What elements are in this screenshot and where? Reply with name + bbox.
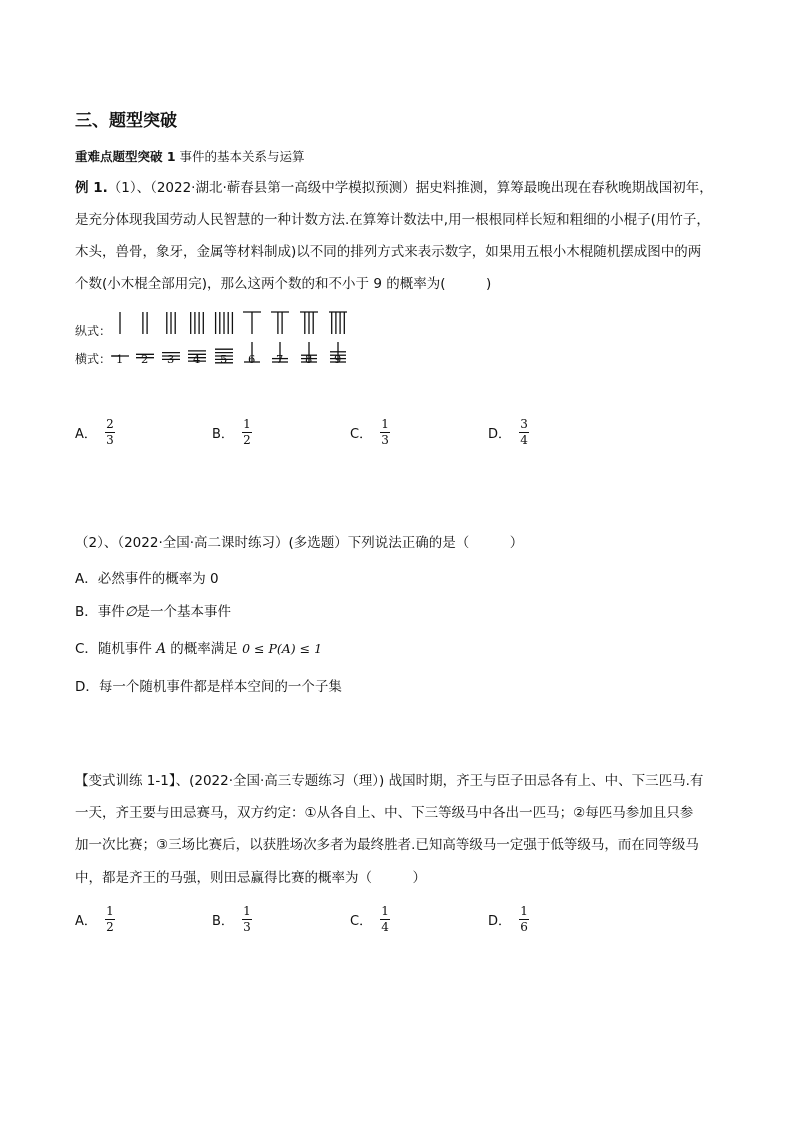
option-letter: C． [350, 427, 373, 442]
vertical-rods [120, 312, 347, 334]
fraction [519, 418, 529, 447]
fraction [105, 418, 115, 447]
section-title: 三、题型突破 [75, 111, 177, 131]
variant-line1: 【变式训练 1-1】、(2022·全国·高三专题练习（理）) 战国时期，齐王与臣子田忌各有上、中、下三匹马.有 [75, 773, 704, 789]
fraction-denominator: 3 [243, 920, 251, 934]
option-letter: D． [488, 427, 512, 442]
part2-option-d: D．每一个随机事件都是样本空间的一个子集 [75, 679, 342, 695]
fraction-numerator: 1 [106, 904, 114, 918]
part2-stem: （2）、（2022·全国·高二课时练习）(多选题）下列说法正确的是（ ） [75, 535, 524, 551]
fraction [519, 905, 529, 934]
fraction-denominator: 2 [243, 433, 251, 447]
fraction-numerator: 1 [243, 417, 251, 431]
fraction-denominator: 4 [520, 433, 528, 447]
example1-line1: 例 1.（1）、（2022·湖北·蕲春县第一高级中学模拟预测）据史料推测，算筹最晚出现在春秋晚期战国初年， [75, 180, 713, 196]
fraction-denominator: 6 [520, 920, 528, 934]
fraction [380, 905, 390, 934]
fraction-denominator: 2 [106, 920, 114, 934]
option-c [350, 418, 390, 447]
variant-line3: 加一次比赛；③三场比赛后，以获胜场次多者为最终胜者.已知高等级马一定强于低等级马，而在同等级马 [75, 837, 699, 853]
option-letter: C． [350, 914, 373, 929]
option-letter: A． [75, 914, 97, 929]
subsection-label: 重难点题型突破 1 [75, 149, 176, 164]
rod-digit-label: 5 [220, 352, 228, 366]
horizontal-form-label: 横式： [75, 352, 112, 366]
rod-digit-label: 8 [305, 352, 313, 366]
subsection-title: 事件的基本关系与运算 [179, 149, 305, 164]
vertical-form-label: 纵式： [75, 324, 112, 338]
option-d [488, 905, 529, 934]
part2-option-c: C．随机事件 A 的概率满足 0 ≤ P(A) ≤ 1 [75, 641, 323, 657]
empty-set-symbol: ∅ [124, 604, 137, 620]
example1-label: 例 1. [75, 180, 108, 196]
probability-inequality: 0 ≤ P(A) ≤ 1 [242, 641, 323, 656]
part2-option-a: A．必然事件的概率为 0 [75, 571, 219, 587]
variant-line2: 一天，齐王要与田忌赛马，双方约定：①从各自上、中、下三等级马中各出一匹马；②每匹马参加且只参 [75, 805, 694, 821]
example1-line3: 木头，兽骨，象牙，金属等材料制成)以不同的排列方式来表示数字，如果用五根小木棍随机摆成图中的两 [75, 244, 702, 260]
option-c [350, 905, 390, 934]
fraction-numerator: 2 [106, 417, 114, 431]
option-b [212, 418, 252, 447]
fraction-numerator: 1 [381, 904, 389, 918]
option-b [212, 905, 252, 934]
fraction-denominator: 3 [106, 433, 114, 447]
option-letter: B． [212, 914, 234, 929]
fraction [105, 905, 115, 934]
example1-line2: 是充分体现我国劳动人民智慧的一种计数方法.在算筹计数法中,用一根根同样长短和粗细的小棍子(用竹子， [75, 212, 710, 228]
option-d [488, 418, 529, 447]
fraction-numerator: 3 [520, 417, 528, 431]
rod-digit-label: 7 [276, 352, 284, 366]
fraction-numerator: 1 [243, 904, 251, 918]
rod-digit-label: 6 [248, 352, 256, 366]
rod-digit-label: 2 [141, 352, 149, 366]
option-a [75, 418, 115, 447]
rod-digit-label: 9 [334, 352, 342, 366]
fraction-numerator: 1 [520, 904, 528, 918]
fraction [242, 905, 252, 934]
fraction [242, 418, 252, 447]
option-a [75, 905, 115, 934]
option-letter: D． [488, 914, 512, 929]
subsection-heading [75, 147, 305, 165]
example1-line4: 个数(小木棍全部用完)，那么这两个数的和不小于 9 的概率为( ) [75, 276, 492, 292]
fraction [380, 418, 390, 447]
option-letter: B． [212, 427, 234, 442]
rod-digit-label: 4 [193, 352, 201, 366]
rod-digit-label: 3 [167, 352, 175, 366]
part2-option-b: B．事件∅是一个基本事件 [75, 604, 232, 620]
fraction-numerator: 1 [381, 417, 389, 431]
fraction-denominator: 4 [381, 920, 389, 934]
variant-line4: 中，都是齐王的马强，则田忌赢得比赛的概率为（ ） [75, 870, 426, 886]
fraction-denominator: 3 [381, 433, 389, 447]
option-letter: A． [75, 427, 97, 442]
rod-digit-label: 1 [116, 352, 124, 366]
rod-numeral-figure [0, 300, 794, 390]
